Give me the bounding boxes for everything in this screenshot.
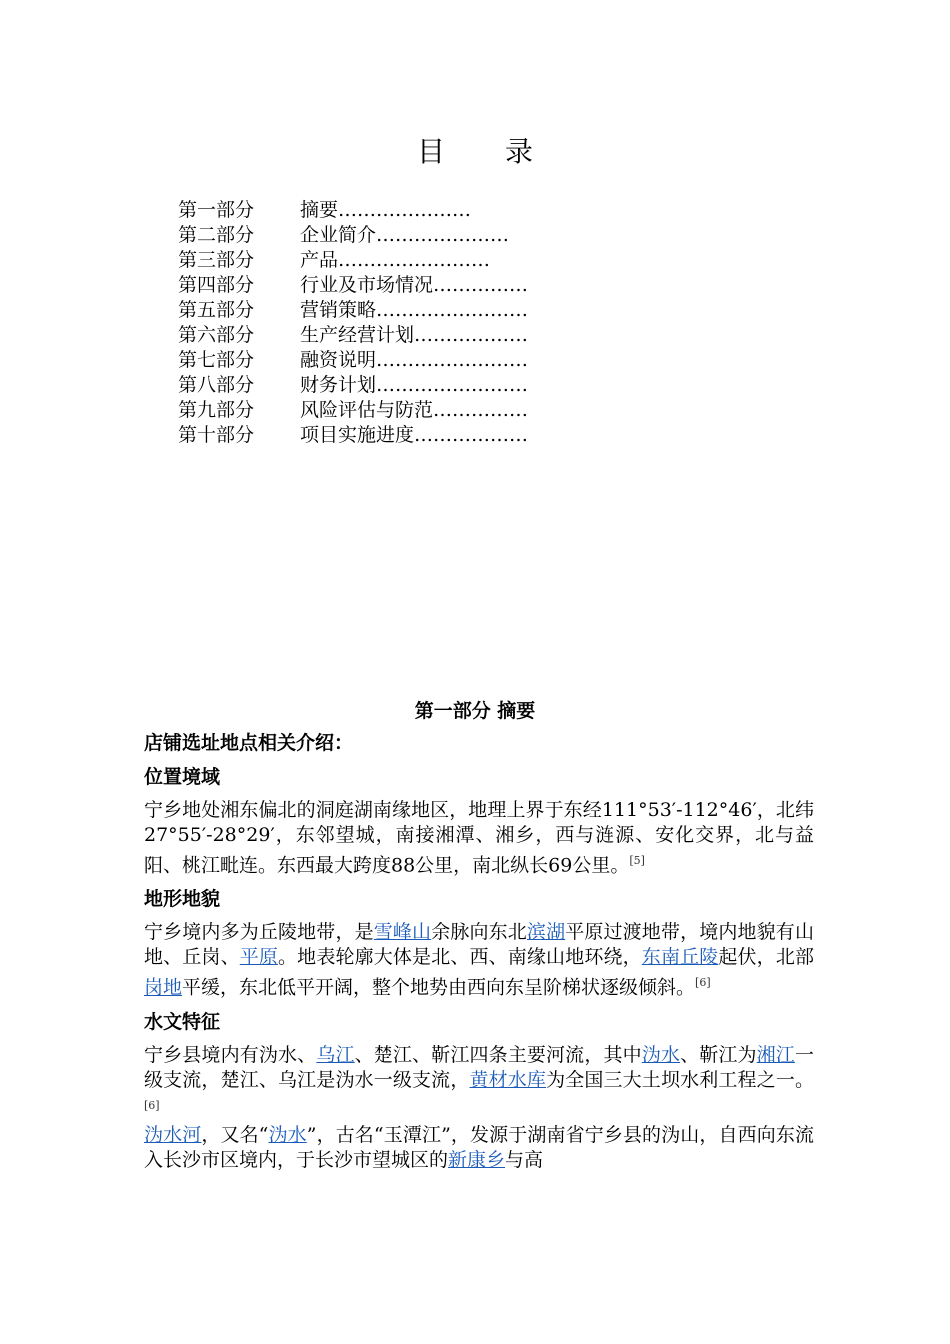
- link-weishui[interactable]: 沩水: [641, 1043, 681, 1066]
- toc-item[interactable]: [178, 298, 738, 323]
- toc-item-part: 第五部分: [178, 299, 255, 321]
- toc-item[interactable]: [178, 423, 738, 448]
- toc-item[interactable]: [178, 373, 738, 398]
- hydrology-text: 宁乡县境内有沩水、: [144, 1043, 317, 1066]
- hydrology-heading: 水文特征: [144, 1010, 221, 1033]
- weishui-river-paragraph: [144, 1123, 814, 1173]
- toc-item[interactable]: [178, 273, 738, 298]
- link-weishui[interactable]: 沩水: [268, 1123, 307, 1146]
- terrain-text: 平缓，东北低平开阔，整个地势由西向东呈阶梯状逐级倾斜。: [182, 976, 696, 999]
- citation-ref[interactable]: [6]: [144, 1098, 160, 1112]
- terrain-paragraph: [144, 920, 814, 1000]
- terrain-text: 余脉向东北: [431, 921, 527, 944]
- location-paragraph: [144, 798, 814, 878]
- terrain-text: 。地表轮廓大体是北、西、南缘山地环绕，: [278, 946, 642, 969]
- link-xinkang-township[interactable]: 新康乡: [448, 1148, 506, 1171]
- toc-title: [0, 130, 950, 170]
- link-gangdi[interactable]: 岗地: [144, 976, 183, 999]
- toc-title-char-1: 目: [416, 135, 445, 168]
- toc-item[interactable]: [178, 223, 738, 248]
- hydrology-text: 与高: [505, 1148, 544, 1171]
- citation-ref[interactable]: [6]: [695, 976, 711, 990]
- location-heading: 位置境域: [144, 766, 221, 788]
- toc-item[interactable]: [178, 348, 738, 373]
- section-content: [144, 730, 814, 1173]
- toc-item-name: 融资说明……………………: [300, 349, 529, 371]
- location-text: 宁乡地处湘东偏北的洞庭湖南缘地区，地理上界于东经111°53′-112°46′，北纬27°55′-28°29′，东邻望城，南接湘潭、湘乡，西与涟源、安化交界，北与益阳、桃江毗连。东西最大跨度88公里，南北纵长69公里。: [144, 799, 814, 877]
- toc-item-name: 摘要…………………: [300, 199, 472, 221]
- hydrology-text: 、楚江、靳江四条主要河流，其中: [354, 1043, 642, 1066]
- toc-item-name: 产品……………………: [300, 249, 491, 271]
- toc-item-part: 第二部分: [178, 224, 255, 246]
- toc-item-name: 生产经营计划………………: [300, 324, 529, 346]
- terrain-heading: 地形地貌: [144, 888, 221, 911]
- hydrology-text: 、靳江为: [680, 1043, 757, 1066]
- hydrology-text: ，又名“: [201, 1123, 269, 1146]
- hydrology-text: 为全国三大土坝水利工程之一。: [546, 1068, 814, 1091]
- toc-item-name: 行业及市场情况……………: [300, 274, 529, 296]
- link-binhu[interactable]: 滨湖: [526, 921, 566, 944]
- toc-item-part: 第一部分: [178, 199, 255, 221]
- link-weishui-river[interactable]: 沩水河: [144, 1123, 202, 1146]
- toc-item-part: 第三部分: [178, 249, 255, 271]
- hydrology-text: 一级支流，楚江、乌江是沩水一级支流，: [144, 1043, 814, 1091]
- toc-item-part: 第八部分: [178, 374, 255, 396]
- terrain-text: 宁乡境内多为丘陵地带，是: [144, 921, 374, 944]
- hydrology-text: ”，古名“玉潭江”，发源于湖南省宁乡县的沩山，自西向东流入长沙市区境内，于长沙市望城区的: [144, 1123, 814, 1171]
- citation-ref[interactable]: [5]: [629, 854, 645, 867]
- toc-item-part: 第七部分: [178, 349, 255, 371]
- toc-title-char-2: 录: [505, 135, 534, 168]
- link-huangcai-reservoir[interactable]: 黄材水库: [469, 1068, 547, 1091]
- toc-item-part: 第六部分: [178, 324, 255, 346]
- link-wujiang[interactable]: 乌江: [316, 1043, 355, 1066]
- table-of-contents: [178, 198, 738, 448]
- toc-item[interactable]: [178, 198, 738, 223]
- toc-item-name: 风险评估与防范……………: [300, 399, 529, 421]
- toc-item[interactable]: [178, 398, 738, 423]
- toc-item-part: 第九部分: [178, 399, 255, 421]
- toc-item[interactable]: [178, 248, 738, 273]
- terrain-text: 起伏，北部: [718, 946, 814, 969]
- toc-item-part: 第四部分: [178, 274, 255, 296]
- terrain-text: 平原过渡地带，境内地貌有山地、丘岗、: [144, 921, 814, 969]
- section-title: 第一部分 摘要: [414, 700, 536, 722]
- link-pingyuan[interactable]: 平原: [239, 946, 279, 969]
- toc-item-name: 财务计划……………………: [300, 374, 529, 396]
- link-dongnan-qiuling[interactable]: 东南丘陵: [641, 946, 719, 969]
- hydrology-paragraph: [144, 1043, 814, 1123]
- toc-item-name: 企业简介…………………: [300, 224, 510, 246]
- toc-item[interactable]: [178, 323, 738, 348]
- intro-heading: 店铺选址地点相关介绍：: [144, 732, 354, 754]
- toc-item-name: 营销策略……………………: [300, 299, 529, 321]
- toc-item-part: 第十部分: [178, 424, 255, 446]
- link-xiangjiang[interactable]: 湘江: [756, 1043, 795, 1066]
- link-xuefengshan[interactable]: 雪峰山: [373, 921, 432, 944]
- toc-item-name: 项目实施进度………………: [300, 424, 529, 446]
